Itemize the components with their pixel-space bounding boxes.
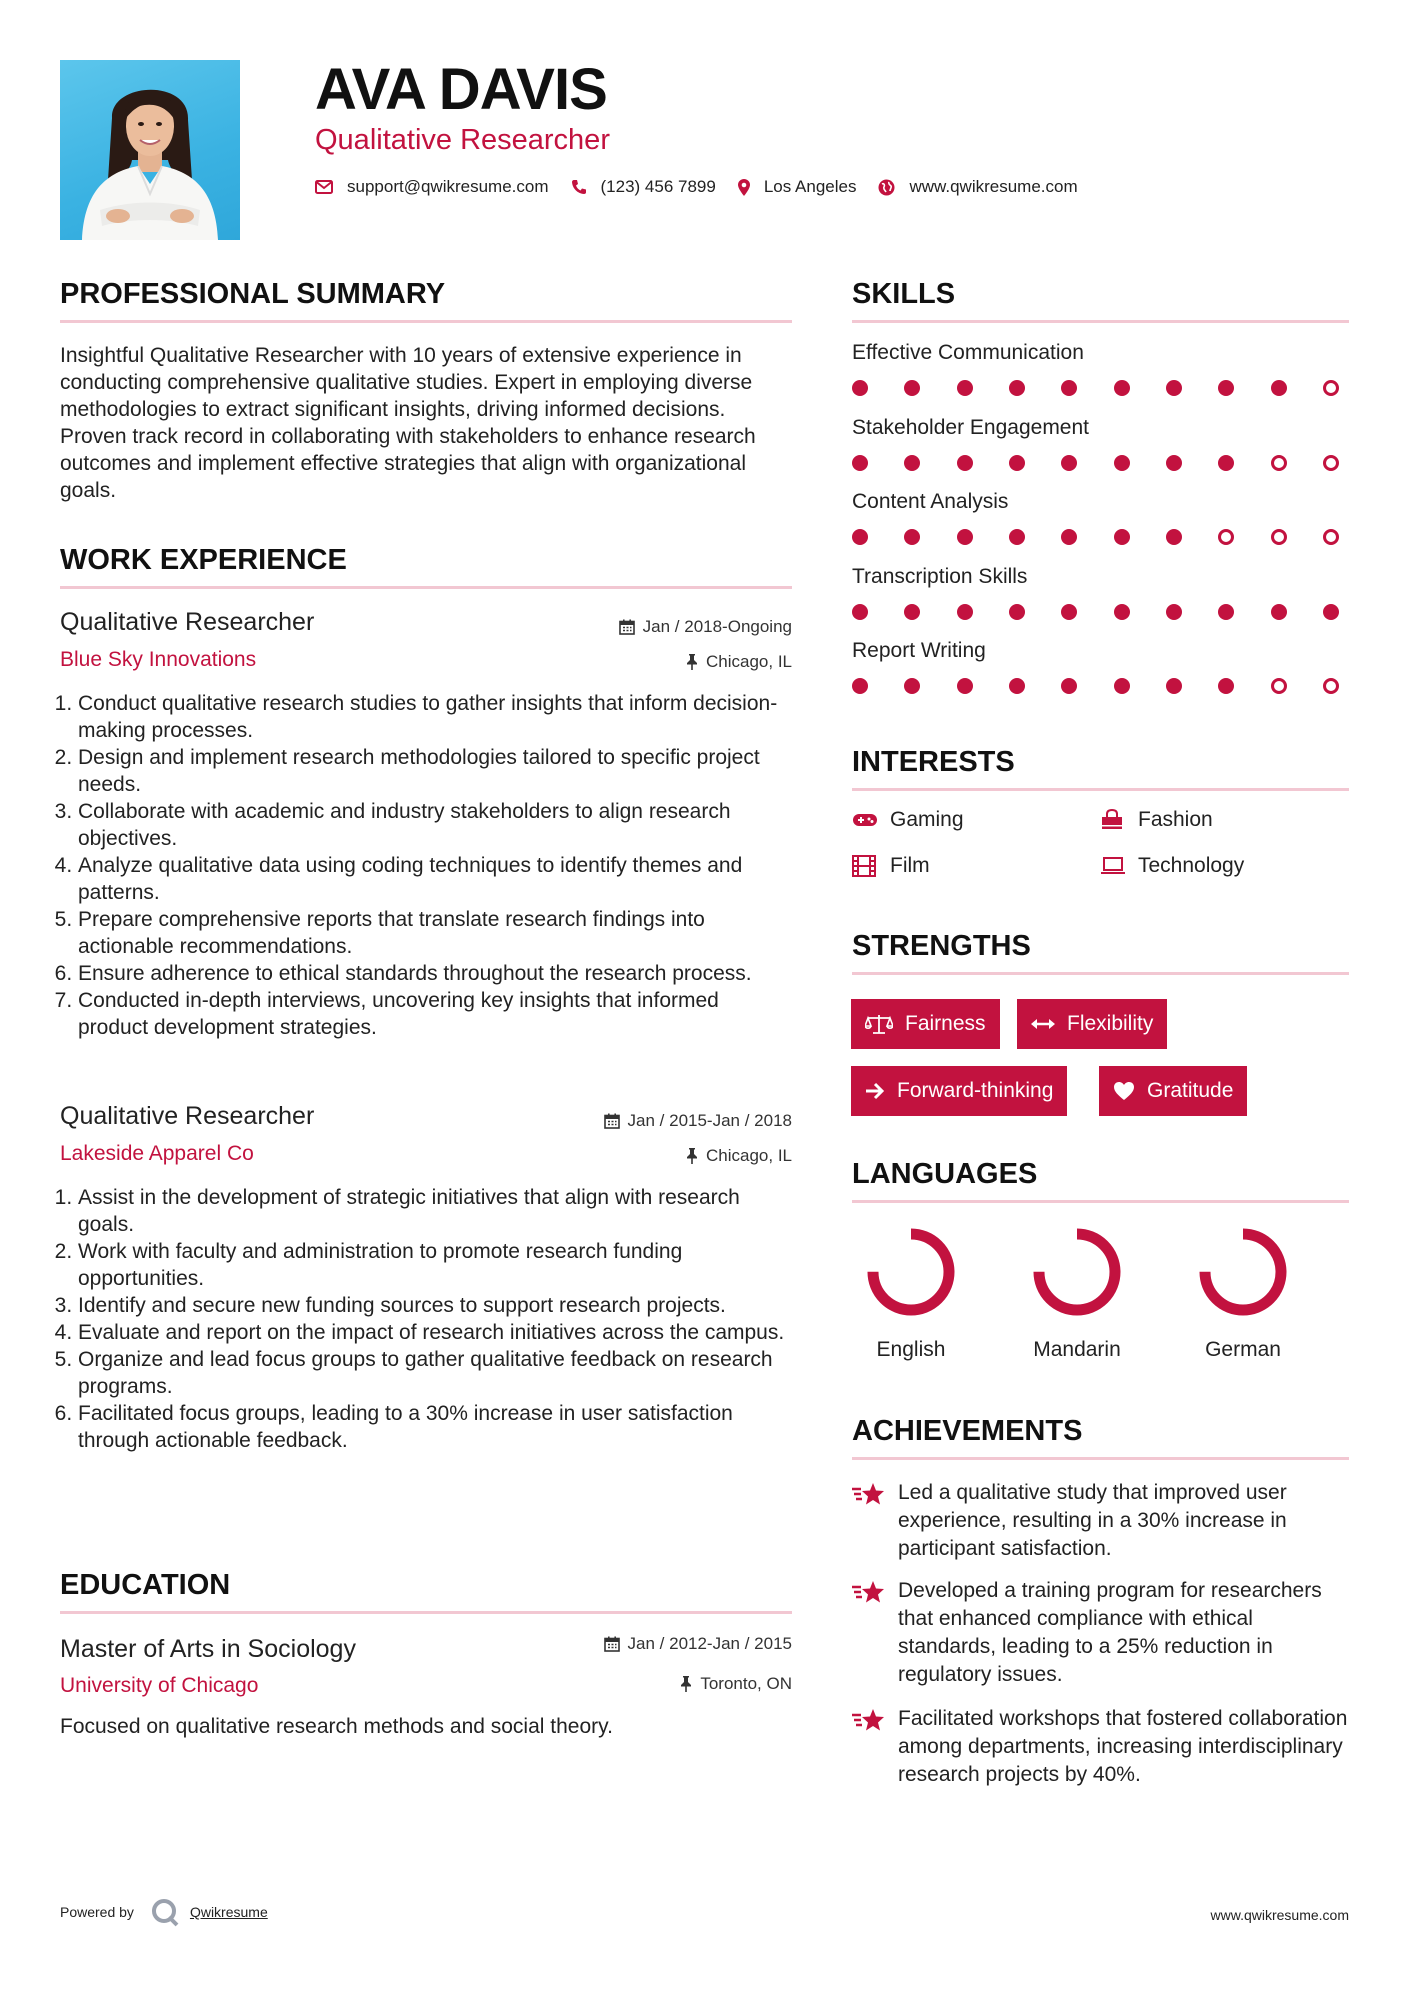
interest-film [852,854,930,878]
arrow-right-icon [865,1082,885,1100]
contact-phone[interactable] [571,177,716,197]
person-illustration [60,60,240,240]
pushpin-icon [680,1676,692,1692]
skill-name: Report Writing [852,639,986,662]
rating-dot-empty [1323,678,1339,694]
rating-dot-filled [1166,529,1182,545]
rating-dot-filled [1166,455,1182,471]
skills-heading: SKILLS [852,278,956,310]
education-rule [60,1611,792,1614]
qwikresume-logo-icon [150,1897,180,1927]
rating-dot-filled [957,678,973,694]
duty-item: 1. Assist in the development of strategic initiatives that align with research goals. [78,1184,792,1238]
powered-by-text: Powered by [60,1904,134,1920]
gamepad-icon [852,812,878,828]
phone-icon [571,179,587,195]
skills-rule [852,320,1349,323]
job-location-1 [452,652,792,672]
rating-dot-filled [852,604,868,620]
language-gauge-arc [1205,1234,1281,1310]
strength-label: Fairness [905,1012,986,1035]
language-name: Mandarin [1033,1338,1121,1361]
website-text: www.qwikresume.com [909,177,1078,196]
interests-heading: INTERESTS [852,746,1015,778]
rating-dot-filled [1271,380,1287,396]
skill-rating [852,455,1339,471]
duty-item: 3. Collaborate with academic and industry stakeholders to align research objectives. [78,798,792,852]
experience-rule [60,586,792,589]
rating-dot-filled [1061,678,1077,694]
strength-flexibility [1017,999,1167,1049]
education-location-text: Toronto, ON [700,1674,792,1693]
rating-dot-filled [1323,604,1339,620]
language-gauge [863,1224,959,1320]
rating-dot-filled [1061,380,1077,396]
rating-dot-filled [1061,455,1077,471]
candidate-role: Qualitative Researcher [315,124,610,156]
duty-item: 2. Design and implement research methodologies tailored to specific project needs. [78,744,792,798]
achievements-rule [852,1457,1349,1460]
rating-dot-filled [1271,604,1287,620]
balance-scale-icon [865,1013,893,1035]
star-award-icon [852,1577,886,1689]
rating-dot-filled [957,380,973,396]
rating-dot-filled [1114,529,1130,545]
language-gauge [1195,1224,1291,1320]
job-company-1: Blue Sky Innovations [60,648,257,671]
rating-dot-filled [1166,678,1182,694]
job-dates-2 [452,1111,792,1131]
skill-rating [852,678,1339,694]
duty-item: 7. Conducted in-depth interviews, uncovering key insights that informed product development strategies. [78,987,792,1041]
rating-dot-filled [1114,604,1130,620]
job-dates-1 [452,617,792,637]
duty-item: 4. Evaluate and report on the impact of research initiatives across the campus. [78,1319,792,1346]
rating-dot-filled [904,529,920,545]
phone-text: (123) 456 7899 [600,177,716,196]
job-location-text-1: Chicago, IL [706,652,792,671]
rating-dot-empty [1323,455,1339,471]
rating-dot-filled [1009,604,1025,620]
skill-name: Stakeholder Engagement [852,415,1089,439]
achievement-text: Led a qualitative study that improved user experience, resulting in a 30% increase in participant satisfaction. [898,1481,1287,1560]
interest-label: Gaming [890,808,964,831]
rating-dot-filled [1009,678,1025,694]
languages-heading: LANGUAGES [852,1158,1038,1190]
rating-dot-filled [1218,604,1234,620]
school-name: University of Chicago [60,1674,259,1697]
achievements-heading: ACHIEVEMENTS [852,1415,1083,1447]
pushpin-icon [686,1148,698,1164]
skill-rating [852,529,1339,545]
calendar-icon [619,619,635,635]
contact-website[interactable] [878,177,1077,197]
job-dates-text-2: Jan / 2015-Jan / 2018 [627,1111,792,1130]
rating-dot-filled [1061,529,1077,545]
rating-dot-filled [904,455,920,471]
education-description: Focused on qualitative research methods and social theory. [60,1715,613,1738]
interest-gaming [852,808,964,832]
duty-item: 1. Conduct qualitative research studies to gather insights that inform decision-making processes. [78,690,792,744]
footer-website[interactable]: www.qwikresume.com [1210,1907,1349,1923]
rating-dot-filled [904,380,920,396]
job-location-text-2: Chicago, IL [706,1146,792,1165]
rating-dot-empty [1271,678,1287,694]
calendar-icon [604,1113,620,1129]
strength-forward-thinking [851,1066,1067,1116]
rating-dot-empty [1271,529,1287,545]
skill-rating [852,604,1339,620]
footer-powered-by [60,1897,268,1927]
skill-name: Transcription Skills [852,564,1028,588]
summary-rule [60,320,792,323]
job-title-2: Qualitative Researcher [60,1102,315,1130]
achievement-item-2 [852,1577,1349,1689]
strength-fairness [851,999,1000,1049]
pushpin-icon [686,654,698,670]
job-title-1: Qualitative Researcher [60,608,315,636]
experience-heading: WORK EXPERIENCE [60,544,347,576]
envelope-icon [315,180,333,194]
interest-fashion [1100,808,1213,832]
rating-dot-filled [1114,678,1130,694]
achievement-text: Developed a training program for researchers that enhanced compliance with ethical standards, leading to a 25% reduction in regulatory issues. [898,1579,1322,1686]
education-heading: EDUCATION [60,1569,231,1601]
profile-photo [60,60,240,240]
skill-rating [852,380,1339,396]
rating-dot-filled [1061,604,1077,620]
rating-dot-filled [852,678,868,694]
strengths-rule [852,972,1349,975]
achievement-text: Facilitated workshops that fostered collaboration among departments, increasing interdisciplinary research projects by 40%. [898,1707,1348,1786]
rating-dot-filled [904,604,920,620]
summary-text: Insightful Qualitative Researcher with 10 years of extensive experience in conducting comprehensive qualitative studies. Expert in employing diverse methodologies to extract significant insights, driving informed decisions. Proven track record in collaborating with stakeholders to enhance research outcomes and implement effective strategies that align with organizational goals. [60,344,756,502]
education-dates [452,1634,792,1654]
language-name: German [1205,1338,1281,1361]
rating-dot-filled [1009,455,1025,471]
rating-dot-filled [1218,455,1234,471]
duty-item: 6. Facilitated focus groups, leading to a 30% increase in user satisfaction through actionable feedback. [78,1400,792,1454]
education-dates-text: Jan / 2012-Jan / 2015 [627,1634,792,1653]
language-gauge-arc [1039,1234,1115,1310]
interest-label: Fashion [1138,808,1213,831]
star-award-icon [852,1705,886,1789]
arrows-horizontal-icon [1031,1017,1055,1031]
job-dates-text-1: Jan / 2018-Ongoing [642,617,792,636]
strength-gratitude [1099,1066,1247,1116]
achievement-item-3 [852,1705,1349,1789]
rating-dot-filled [957,529,973,545]
language-item [1178,1224,1308,1362]
rating-dot-filled [852,380,868,396]
contact-bar [315,177,1100,197]
language-name: English [876,1338,946,1361]
rating-dot-empty [1218,529,1234,545]
email-text: support@qwikresume.com [347,177,549,196]
laptop-icon [1100,857,1126,875]
duty-item: 4. Analyze qualitative data using coding techniques to identify themes and patterns. [78,852,792,906]
rating-dot-filled [852,529,868,545]
rating-dot-empty [1323,529,1339,545]
globe-icon [878,179,895,196]
contact-email[interactable] [315,177,549,197]
job-location-2 [452,1146,792,1166]
candidate-name: AVA DAVIS [315,57,607,122]
calendar-icon [604,1636,620,1652]
strength-label: Forward-thinking [897,1079,1054,1102]
language-gauge [1029,1224,1125,1320]
strengths-heading: STRENGTHS [852,930,1031,962]
interest-label: Technology [1138,854,1245,877]
duty-item: 3. Identify and secure new funding sources to support research projects. [78,1292,792,1319]
star-award-icon [852,1479,886,1563]
strength-label: Gratitude [1147,1079,1234,1102]
language-item [846,1224,976,1362]
heart-icon [1113,1081,1135,1101]
map-marker-icon [738,179,750,196]
job-duties-1 [60,690,792,1041]
rating-dot-filled [1166,380,1182,396]
contact-location [738,177,857,197]
duty-item: 2. Work with faculty and administration to promote research funding opportunities. [78,1238,792,1292]
rating-dot-empty [1271,455,1287,471]
skill-name: Effective Communication [852,341,1084,364]
duty-item: 5. Prepare comprehensive reports that translate research findings into actionable recommendations. [78,906,792,960]
rating-dot-filled [904,678,920,694]
rating-dot-filled [1009,380,1025,396]
rating-dot-filled [1009,529,1025,545]
achievement-item-1 [852,1479,1349,1563]
strength-label: Flexibility [1067,1012,1154,1035]
rating-dot-filled [1114,380,1130,396]
summary-heading: PROFESSIONAL SUMMARY [60,278,446,310]
duty-item: 5. Organize and lead focus groups to gather qualitative feedback on research programs. [78,1346,792,1400]
rating-dot-filled [852,455,868,471]
duty-item: 6. Ensure adherence to ethical standards throughout the research process. [78,960,792,987]
job-duties-2 [60,1184,792,1454]
rating-dot-filled [1114,455,1130,471]
rating-dot-filled [1218,380,1234,396]
location-text: Los Angeles [763,177,857,196]
degree-title: Master of Arts in Sociology [60,1635,356,1663]
languages-rule [852,1200,1349,1203]
interests-rule [852,788,1349,791]
job-company-2: Lakeside Apparel Co [60,1142,254,1165]
rating-dot-filled [1218,678,1234,694]
rating-dot-empty [1323,380,1339,396]
interest-label: Film [890,854,930,877]
film-icon [852,855,878,877]
skill-name: Content Analysis [852,490,1009,513]
rating-dot-filled [957,604,973,620]
rating-dot-filled [1166,604,1182,620]
qwikresume-link[interactable]: Qwikresume [189,1904,268,1920]
education-location [452,1674,792,1694]
language-gauge-arc [873,1234,949,1310]
shopping-bag-icon [1100,809,1126,831]
rating-dot-filled [957,455,973,471]
language-item [1012,1224,1142,1362]
interest-technology [1100,854,1244,878]
